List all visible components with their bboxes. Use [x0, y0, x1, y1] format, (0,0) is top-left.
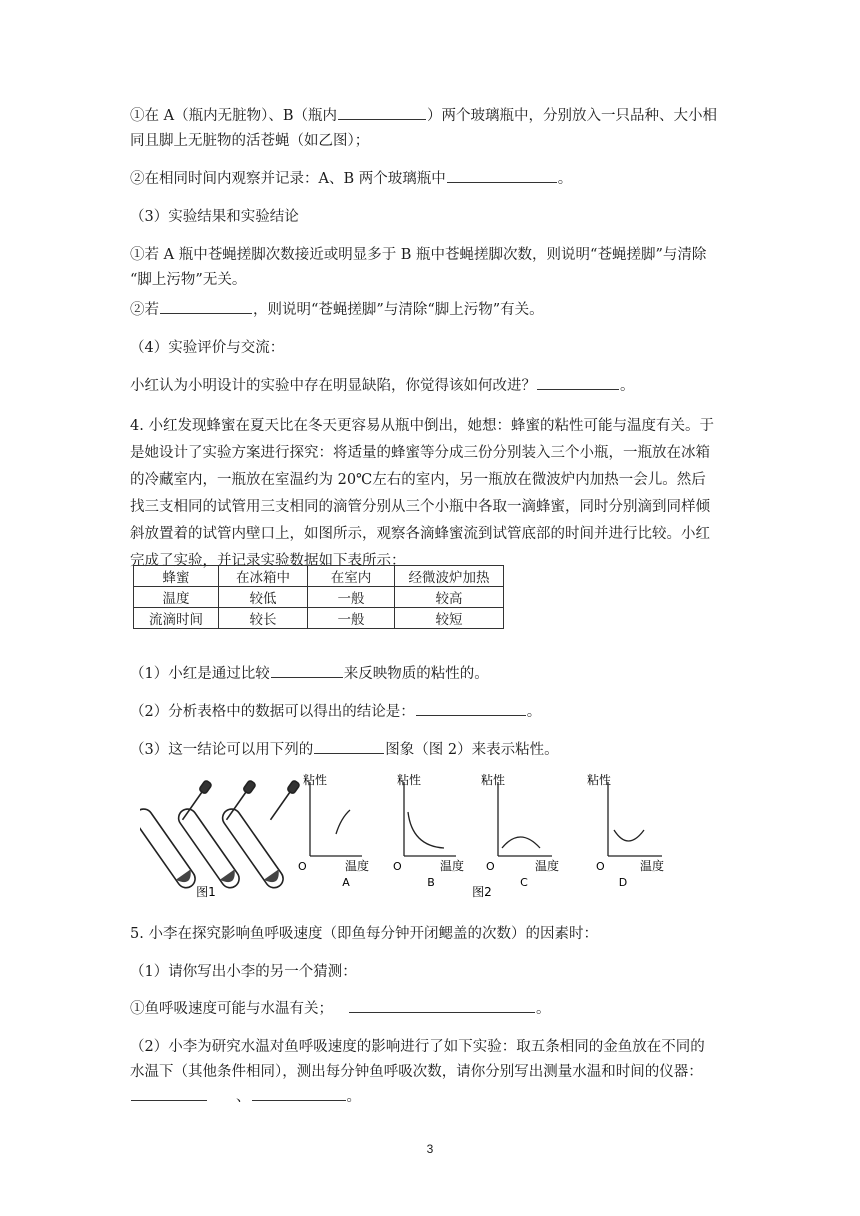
fig1-label: 图1 [196, 885, 216, 899]
table-row [134, 566, 504, 587]
table-cell: 一般 [308, 608, 395, 629]
line-bottle-setup-cont: 同且脚上无脏物的活苍蝇（如乙图）； [130, 133, 370, 149]
origin-label: O [393, 860, 402, 873]
table-cell: 较短 [395, 608, 504, 629]
blank[interactable] [349, 998, 535, 1013]
table-cell: 温度 [134, 587, 219, 608]
q5-text-2: （1）请你写出小李的另一个猜测： [130, 964, 357, 980]
line-result-1: ①若 A 瓶中苍蝇搓脚次数接近或明显多于 B 瓶中苍蝇搓脚次数，则说明“苍蝇搓脚”与清除 [130, 247, 707, 263]
q5-text-5: 水温下（其他条件相同），测出每分钟鱼呼吸次数，请你分别写出测量水温和时间的仪器： [130, 1064, 703, 1080]
q5-text-3: ①鱼呼吸速度可能与水温有关； 。 [130, 996, 730, 1022]
y-axis-label: 粘性 [303, 773, 328, 787]
q5-text-6: 、 。 [130, 1084, 730, 1110]
table-cell: 在室内 [308, 566, 395, 587]
honey-data-table [133, 565, 504, 629]
origin-label: O [596, 860, 605, 873]
q4-text-6: 完成了实验，并记录实验数据如下表所示： [130, 553, 406, 569]
blank[interactable] [271, 663, 343, 678]
table-cell: 较长 [219, 608, 308, 629]
table-cell: 蜂蜜 [134, 566, 219, 587]
test-tubes-illustration [140, 780, 300, 891]
q4-text-2: 是她设计了实验方案进行探究：将适量的蜂蜜等分成三份分别装入三个小瓶，一瓶放在冰箱 [130, 445, 710, 461]
q4-text-3: 的冷藏室内，一瓶放在室温约为 20℃左右的室内，另一瓶放在微波炉内加热一会儿。然后 [130, 472, 706, 488]
table-cell: 较低 [219, 587, 308, 608]
origin-label: O [298, 860, 307, 873]
q4-sub-3: （3）这一结论可以用下列的 图象（图 2）来表示粘性。 [130, 737, 730, 763]
y-axis-label: 粘性 [481, 773, 506, 787]
heading-evaluation: （4）实验评价与交流： [130, 340, 285, 356]
q5-text-4: （2）小李为研究水温对鱼呼吸速度的影响进行了如下实验：取五条相同的金鱼放在不同的 [130, 1039, 705, 1055]
blank[interactable] [338, 105, 426, 120]
blank[interactable] [416, 701, 526, 716]
heading-results: （3）实验结果和实验结论 [130, 209, 299, 225]
graph-label: C [520, 876, 528, 889]
fig2-label: 图2 [472, 885, 492, 899]
table-row [134, 587, 504, 608]
blank[interactable] [447, 168, 557, 183]
page-number: 3 [426, 1142, 434, 1156]
graph-b [393, 772, 464, 889]
x-axis-label: 温度 [640, 859, 665, 873]
y-axis-label: 粘性 [397, 773, 422, 787]
blank[interactable] [160, 299, 252, 314]
blank[interactable] [252, 1086, 346, 1101]
q4-sub-2: （2）分析表格中的数据可以得出的结论是： 。 [130, 699, 730, 725]
table-cell: 流滴时间 [134, 608, 219, 629]
table-cell: 经微波炉加热 [395, 566, 504, 587]
x-axis-label: 温度 [535, 859, 560, 873]
origin-label: O [486, 860, 495, 873]
graph-d [587, 772, 664, 889]
x-axis-label: 温度 [345, 859, 370, 873]
line-result-1-cont: “脚上污物”无关。 [130, 272, 247, 288]
q4-text-5: 斜放置着的试管内壁口上，如图所示，观察各滴蜂蜜流到试管底部的时间并进行比较。小红 [130, 526, 710, 542]
blank[interactable] [537, 375, 619, 390]
y-axis-label: 粘性 [587, 773, 612, 787]
line-bottle-setup: ①在 A（瓶内无脏物）、B（瓶内 ）两个玻璃瓶中，分别放入一只品种、大小相 [130, 103, 730, 129]
blank[interactable] [314, 739, 384, 754]
table-cell: 一般 [308, 587, 395, 608]
table-row [134, 608, 504, 629]
q4-text-1: 4. 小红发现蜂蜜在夏天比在冬天更容易从瓶中倒出，她想：蜂蜜的粘性可能与温度有关。于 [130, 418, 714, 434]
graph-a [298, 772, 369, 889]
graph-label: D [618, 876, 628, 889]
table-cell: 在冰箱中 [219, 566, 308, 587]
q4-text-4: 找三支相同的试管用三支相同的滴管分别从三个小瓶中各取一滴蜂蜜，同时分别滴到同样倾 [130, 499, 710, 515]
viscosity-figure [140, 772, 680, 902]
x-axis-label: 温度 [440, 859, 465, 873]
q4-sub-1: （1）小红是通过比较 来反映物质的粘性的。 [130, 661, 730, 687]
blank[interactable] [131, 1086, 207, 1101]
graph-label: A [342, 876, 350, 889]
line-result-2: ②若 ，则说明“苍蝇搓脚”与清除“脚上污物”有关。 [130, 297, 730, 323]
graph-c [481, 772, 559, 889]
graph-label: B [427, 876, 435, 889]
line-observe: ②在相同时间内观察并记录：A、B 两个玻璃瓶中 。 [130, 166, 730, 192]
table-cell: 较高 [395, 587, 504, 608]
q5-text-1: 5. 小李在探究影响鱼呼吸速度（即鱼每分钟开闭鳃盖的次数）的因素时： [130, 926, 598, 942]
line-evaluation: 小红认为小明设计的实验中存在明显缺陷，你觉得该如何改进？ 。 [130, 373, 730, 399]
